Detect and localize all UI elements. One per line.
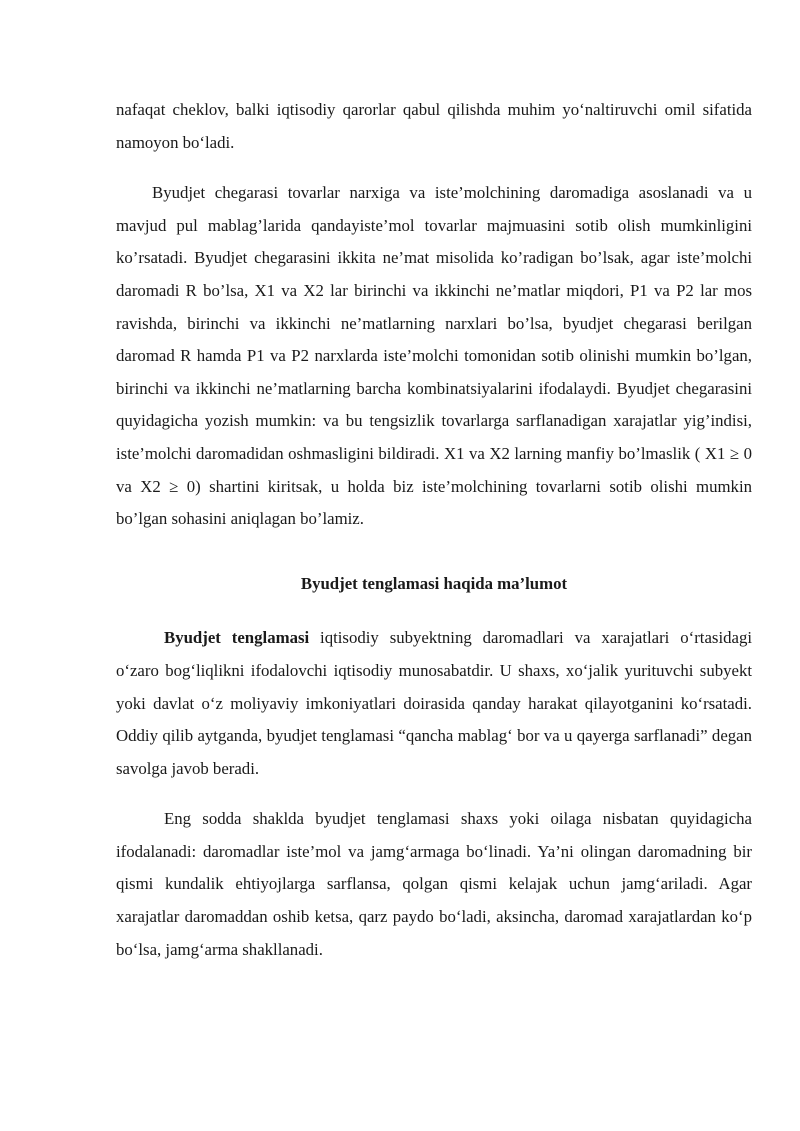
bold-term: Byudjet tenglamasi bbox=[164, 628, 310, 648]
section-heading: Byudjet tenglamasi haqida ma’lumot bbox=[300, 573, 568, 593]
paragraph-simple-form: Eng sodda shaklda byudjet tenglamasi shaxs yoki oilaga nisbatan quyidagicha ifodalanadi: daromadlar iste’mol va jamg‘armaga bo‘linadi. Ya’ni olingan daromadning bir qismi kundalik ehtiyojlarga sarflansa, qolgan qismi kelajak uchun jamg‘ariladi. Agar xarajatlar daromaddan oshib ketsa, qarz paydo bo‘ladi, aksincha, daromad xarajatlardan ko‘p bo‘lsa, jamg‘arma shakllanadi. bbox=[116, 809, 752, 959]
paragraph-continuation: nafaqat cheklov, balki iqtisodiy qarorlar qabul qilishda muhim yo‘naltiruvchi omil sifatida namoyon bo‘ladi. bbox=[116, 100, 752, 152]
paragraph-budget-constraint: Byudjet chegarasi tovarlar narxiga va iste’molchining daromadiga asoslanadi va u mavjud pul mablag’larida qandayiste’mol tovarlar majmuasini sotib olish mumkinligini ko’rsatadi. Byudjet chegarasini ikkita ne’mat misolida ko’radigan bo’lsak, agar iste’molchi daromadi R bo’lsa, X1 va X2 lar birinchi va ikkinchi ne’matlar miqdori, P1 va P2 lar mos ravishda, birinchi va ikkinchi ne’matlarning narxlari bo’lsa, byudjet chegarasi berilgan daromad R hamda P1 va P2 narxlarda iste’molchi tomonidan sotib olinishi mumkin bo’lgan, birinchi va ikkinchi ne’matlarning barcha kombinatsiyalarini ifodalaydi. Byudjet chegarasini quyidagicha yozish mumkin: va bu tengsizlik tovarlarga sarflanadigan xarajatlar yig’indisi, iste’molchi daromadidan oshmasligini bildiradi. X1 va X2 larning manfiy bo’lmaslik ( X1 ≥ 0 va X2 ≥ 0) shartini kiritsak, u holda biz iste’molchining tovarlarni sotib olishi mumkin bo’lgan sohasini aniqlagan bo’lamiz. bbox=[116, 183, 752, 529]
paragraph-budget-equation bbox=[116, 622, 752, 785]
document-page bbox=[116, 94, 752, 966]
paragraph-budget-equation-text: iqtisodiy subyektning daromadlari va xarajatlari o‘rtasidagi o‘zaro bog‘liqlikni ifodalovchi iqtisodiy munosabatdir. U shaxs, xo‘jalik yurituvchi subyekt yoki davlat o‘z moliyaviy imkoniyatlari doirasida qanday harakat qilayotganini ko‘rsatadi. Oddiy qilib aytganda, byudjet tenglamasi “qancha mablag‘ bor va u qayerga sarflanadi” degan savolga javob beradi. bbox=[116, 628, 752, 778]
